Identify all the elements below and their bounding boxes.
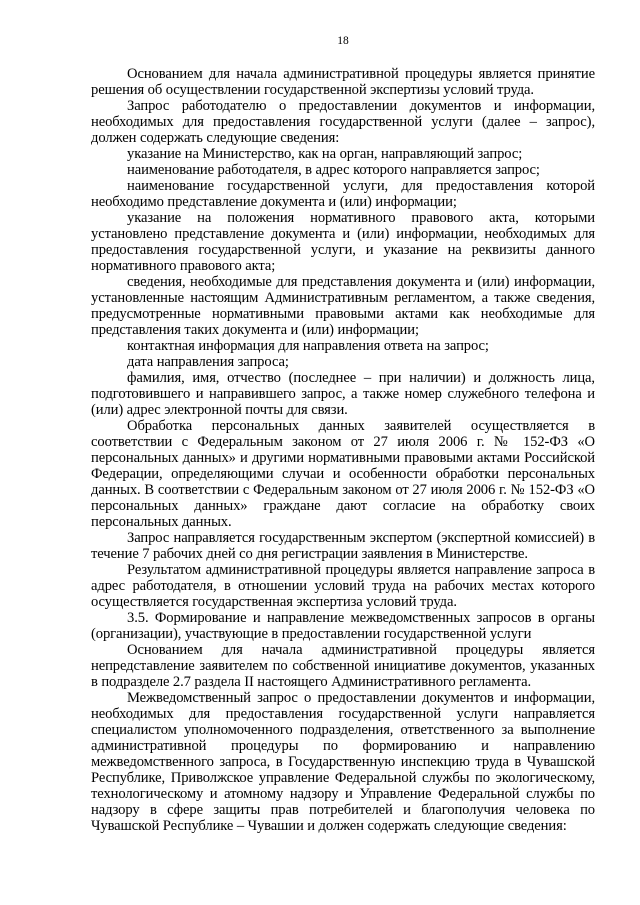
- paragraph-interagency-request: Межведомственный запрос о предоставлении документов и информации, необходимых для предоставления государственной услуги направляется специалистом уполномоченного подразделения, ответственного за выполнение административной процедуры по формированию и направлению межведомственного запроса, в Государственную инспекцию труда в Чувашской Республике, Приволжское управление Федеральной службы по экологическому, технологическому и атомному надзору и Управление Федеральной службы по надзору в сфере защиты прав потребителей и благополучия человека по Чувашской Республике – Чувашии и должен содержать следующие сведения:: [91, 690, 595, 834]
- section-heading-3-5: 3.5. Формирование и направление межведомственных запросов в органы (организации), участвующие в предоставлении государственной услуги: [91, 610, 595, 642]
- document-page: [91, 34, 595, 894]
- paragraph-request-deadline: Запрос направляется государственным экспертом (экспертной комиссией) в течение 7 рабочих дней со дня регистрации заявления в Министерстве.: [91, 530, 595, 562]
- paragraph-interagency-basis: Основанием для начала административной процедуры является непредставление заявителем по собственной инициативе документов, указанных в подразделе 2.7 раздела II настоящего Административного регламента.: [91, 642, 595, 690]
- paragraph-personal-data: Обработка персональных данных заявителей осуществляется в соответствии с Федеральным законом от 27 июля 2006 г. № 152-ФЗ «О персональных данных» и другими нормативными правовыми актами Российской Федерации, определяющими случаи и особенности обработки персональных данных. В соответствии с Федеральным законом от 27 июля 2006 г. № 152-ФЗ «О персональных данных» граждане дают согласие на обработку своих персональных данных.: [91, 418, 595, 530]
- list-item-ministry: указание на Министерство, как на орган, направляющий запрос;: [127, 146, 523, 162]
- list-item-request-date: дата направления запроса;: [127, 354, 289, 370]
- list-item-contact-info: контактная информация для направления ответа на запрос;: [127, 338, 489, 354]
- paragraph-procedure-result: Результатом административной процедуры является направление запроса в адрес работодателя, в отношении условий труда на рабочих местах которого осуществляется государственная экспертиза условий труда.: [91, 562, 595, 610]
- page-number: 18: [337, 35, 349, 47]
- list-item-required-info: сведения, необходимые для представления документа и (или) информации, установленные настоящим Административным регламентом, а также сведения, предусмотренные нормативными правовыми актами как необходимые для представления таких документа и (или) информации;: [91, 274, 595, 338]
- list-item-service-name: наименование государственной услуги, для предоставления которой необходимо представление документа и (или) информации;: [91, 178, 595, 210]
- paragraph-basis: Основанием для начала административной процедуры является принятие решения об осуществлении государственной экспертизы условий труда.: [91, 66, 595, 98]
- list-item-employer-name: наименование работодателя, в адрес которого направляется запрос;: [127, 162, 540, 178]
- paragraph-request-content: Запрос работодателю о предоставлении документов и информации, необходимых для предоставления государственной услуги (далее – запрос), должен содержать следующие сведения:: [91, 98, 595, 146]
- list-item-legal-act: указание на положения нормативного правового акта, которыми установлено представление документа и (или) информации, необходимых для предоставления государственной услуги, и указание на реквизиты данного нормативного правового акта;: [91, 210, 595, 274]
- list-item-responsible-person: фамилия, имя, отчество (последнее – при наличии) и должность лица, подготовившего и направившего запрос, а также номер служебного телефона и (или) адрес электронной почты для связи.: [91, 370, 595, 418]
